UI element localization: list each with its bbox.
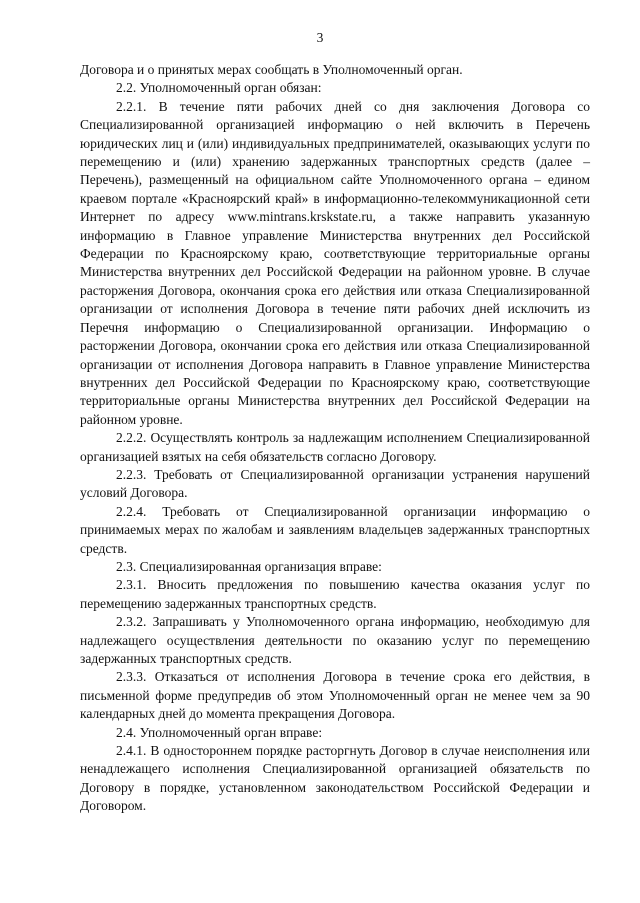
paragraph-2-3-2: 2.3.2. Запрашивать у Уполномоченного органа информацию, необходимую для надлежащего осуществления деятельности по оказанию услуг по перемещению задержанных транспортных средств. (80, 614, 590, 666)
paragraph-2-4-1: 2.4.1. В одностороннем порядке расторгнуть Договор в случае неисполнения или ненадлежащего исполнения Специализированной организацией обязательств по Договору в порядке, установленном законодательством Российской Федерации и Договором. (80, 743, 590, 814)
paragraph-2-2-4: 2.2.4. Требовать от Специализированной организации информацию о принимаемых мерах по жалобам и заявлениям владельцев задержанных транспортных средств. (80, 503, 590, 556)
paragraph-2-2-2: 2.2.2. Осуществлять контроль за надлежащим исполнением Специализированной организацией взятых на себя обязательств согласно Договору. (80, 430, 590, 464)
paragraph-2-2-3: 2.2.3. Требовать от Специализированной организации устранения нарушений условий Договора. (80, 466, 590, 501)
paragraph-2-2-heading: 2.2. Уполномоченный орган обязан: (116, 80, 322, 96)
paragraph-2-4-heading: 2.4. Уполномоченный орган вправе: (116, 724, 323, 740)
paragraph-2-3-1: 2.3.1. Вносить предложения по повышению качества оказания услуг по перемещению задержанных транспортных средств. (80, 577, 590, 611)
paragraph-2-3-3: 2.3.3. Отказаться от исполнения Договора в течение срока его действия, в письменной форме предупредив об этом Уполномоченный орган не менее чем за 90 календарных дней до момента прекращения Договора. (80, 669, 590, 722)
paragraph-2-3-heading: 2.3. Специализированная организация вправе: (116, 558, 382, 574)
document-body (80, 61, 590, 816)
page-number: 3 (316, 30, 324, 45)
paragraph-2-2-1: 2.2.1. В течение пяти рабочих дней со дня заключения Договора со Специализированной организацией информацию о ней включить в Перечень юридических лиц и (или) индивидуальных предпринимателей, оказывающих услуги по перемещению и (или) хранению задержанных транспортных средств (далее – Перечень), размещенный на официальном сайте Уполномоченного органа – едином краевом портале «Красноярский край» в информационно-телекоммуникационной сети Интернет по адресу www.mintrans.krskstate.ru, а также направить указанную информацию в Главное управление Министерства внутренних дел Российской Федерации по Красноярскому краю, соответствующие территориальные органы Министерства внутренних дел Российской Федерации на районном уровне. В случае расторжения Договора, окончания срока его действия или отказа Специализированной организации от исполнения Договора в течение пяти рабочих дней исключить из Перечня информацию о Специализированной организации. Информацию о расторжении Договора, окончании срока его действия или отказа Специализированной организации от исполнения Договора направить в Главное управление Министерства внутренних дел Российской Федерации по Красноярскому краю, соответствующие территориальные органы Министерства внутренних дел Российской Федерации на районном уровне. (80, 98, 590, 427)
paragraph-continuation: Договора и о принятых мерах сообщать в Уполномоченный орган. (80, 62, 463, 77)
